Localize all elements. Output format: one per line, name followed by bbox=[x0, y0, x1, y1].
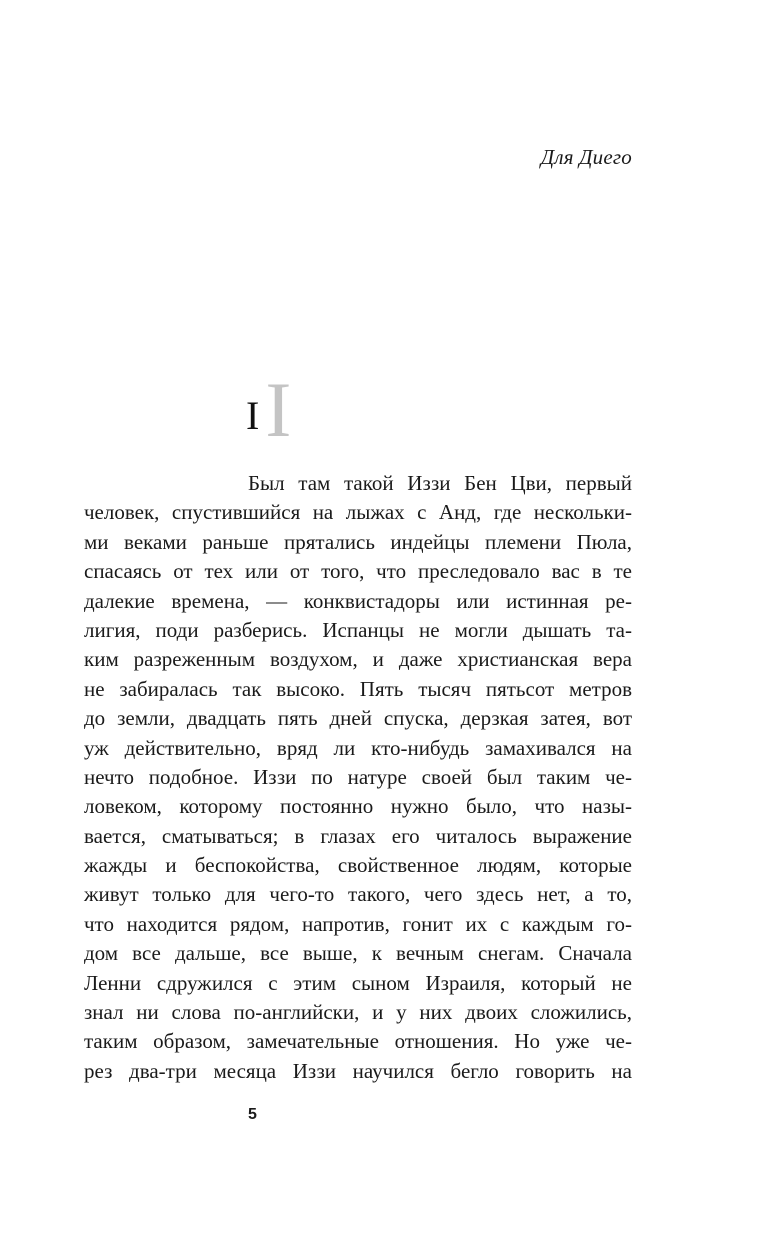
paragraph-line: знал ни слова по-английски, и у них двоих сложились, bbox=[84, 1000, 632, 1025]
paragraph-line: ловеком, которому постоянно нужно было, что назы- bbox=[84, 794, 632, 819]
paragraph-line: лигия, поди разберись. Испанцы не могли дышать та- bbox=[84, 617, 632, 642]
paragraph-line: нечто подобное. Иззи по натуре своей был таким че- bbox=[84, 764, 632, 789]
paragraph-line: ким разреженным воздухом, и даже христианская вера bbox=[84, 647, 632, 672]
chapter-decorative-numeral: I bbox=[265, 366, 292, 453]
paragraph-line: рез два-три месяца Иззи научился бегло говорить на bbox=[84, 1058, 632, 1083]
paragraph-line: таким образом, замечательные отношения. Но уже че- bbox=[84, 1029, 632, 1054]
paragraph-line: до земли, двадцать пять дней спуска, дерзкая затея, вот bbox=[84, 706, 632, 731]
paragraph-line: далекие времена, — конквистадоры или истинная ре- bbox=[84, 588, 632, 613]
paragraph-line: дом все дальше, все выше, к вечным снегам. Сначала bbox=[84, 941, 632, 966]
paragraph-line: спасаясь от тех или от того, что преследовало вас в те bbox=[84, 559, 632, 584]
chapter-paragraph bbox=[84, 469, 632, 1086]
chapter-heading bbox=[246, 362, 292, 453]
dedication: Для Диего bbox=[540, 145, 632, 169]
chapter-numeral: I bbox=[246, 393, 260, 438]
paragraph-line: что находится рядом, напротив, гонит их с каждым го- bbox=[84, 911, 632, 936]
paragraph-line: Ленни сдружился с этим сыном Израиля, который не bbox=[84, 970, 632, 995]
paragraph-line: ми веками раньше прятались индейцы племени Пюла, bbox=[84, 529, 632, 554]
paragraph-line: человек, спустившийся на лыжах с Анд, где нескольки- bbox=[84, 500, 632, 525]
paragraph-line: уж действительно, вряд ли кто-нибудь замахивался на bbox=[84, 735, 632, 760]
paragraph-line: не забиралась так высоко. Пять тысяч пятьсот метров bbox=[84, 676, 632, 701]
paragraph-line: Был там такой Иззи Бен Цви, первый bbox=[248, 471, 632, 495]
paragraph-line: живут только для чего-то такого, чего здесь нет, а то, bbox=[84, 882, 632, 907]
page-number: 5 bbox=[248, 1106, 257, 1123]
paragraph-line: вается, сматываться; в глазах его читалось выражение bbox=[84, 823, 632, 848]
paragraph-line: жажды и беспокойства, свойственное людям, которые bbox=[84, 853, 632, 878]
